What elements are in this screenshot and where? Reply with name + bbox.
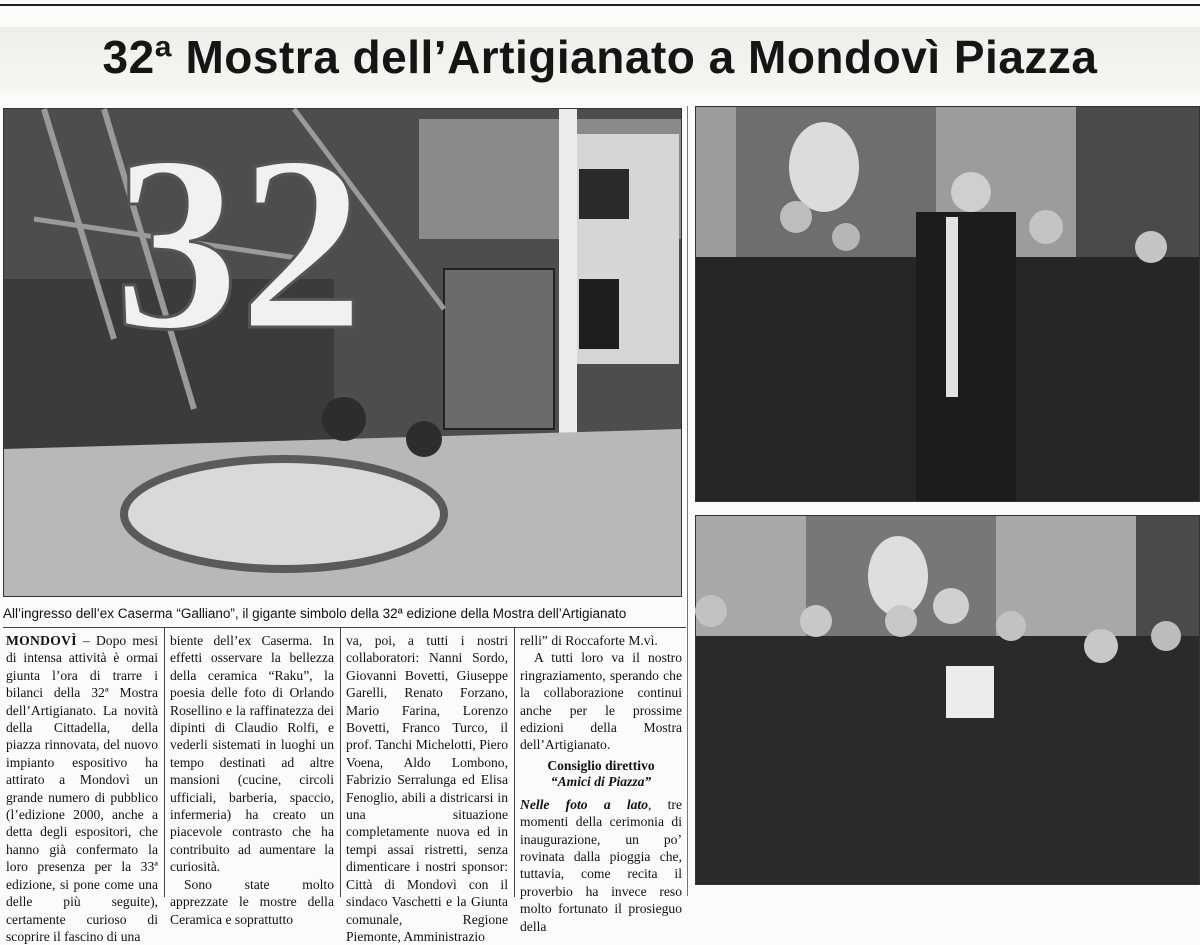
photo-note-text: , tre momenti della cerimonia di inaugurazione, un po’ rovinata dalla pioggia che, tuttavia, come recita il proverbio ha invece reso molto fortunato il prosieguo della	[520, 796, 682, 934]
article-paragraph-1	[6, 632, 158, 945]
column-rule-1	[164, 628, 165, 897]
signature-line-2: “Amici di Piazza”	[550, 773, 652, 789]
article-col2-paragraph-1: biente dell’ex Caserma. In effetti osservare la bellezza della ceramica “Raku”, la poesia delle foto di Orlando Rosellino e la raffinatezza dei dipinti di Claudio Rolfi, e vederli sistemati in luoghi un tempo destinati ad altre mansioni (cucine, circoli ufficiali, barberia, spaccio, infermeria) ha creato un piacevole contrasto che ha contribuito ad aumentare la curiosità.	[170, 633, 334, 875]
dateline: MONDOVÌ	[6, 633, 77, 648]
photo-ceremony-group	[695, 515, 1200, 885]
article-column-4	[520, 632, 682, 934]
photo-column-divider	[687, 106, 688, 896]
photo-ceremony-group-drawing	[696, 516, 1199, 884]
article-col4-lead: relli” di Roccaforte M.vì.	[520, 633, 658, 648]
article-column-3	[346, 632, 508, 944]
photo-note	[520, 796, 682, 935]
article-column-1	[6, 632, 158, 944]
signature-block	[520, 758, 682, 790]
photo-ceremony-speech	[695, 106, 1200, 502]
article-col4-thanks: A tutti loro va il nostro ringraziamento, sperando che la collaborazione continui anche per le prossime edizioni della Mostra dell’Artigianato.	[520, 650, 682, 753]
column-rule-2	[340, 628, 341, 897]
article-col2-paragraph-2: Sono state molto apprezzate le mostre della Ceramica e soprattutto	[170, 876, 334, 927]
photo-note-lead: Nelle foto a lato	[520, 796, 649, 812]
article-col3-text: va, poi, a tutti i nostri collaboratori: Nanni Sordo, Giovanni Bovetti, Giuseppe Garelli, Renato Forzano, Mario Farina, Lorenzo Bovetti, Franco Turco, il prof. Tanchi Michelotti, Piero Voena, Aldo Lombono, Fabrizio Serralunga ed Elisa Fenoglio, abili a districarsi in una situazione completamente nuova ed in tempi assai ristretti, senza dimenticare i nostri sponsor: Città di Mondovì con il sindaco Vaschetti e la Giunta comunale, Regione Piemonte, Amministrazio	[346, 633, 508, 944]
top-rule	[0, 4, 1200, 6]
photo-ceremony-speech-drawing	[696, 107, 1199, 501]
article-column-2	[170, 632, 334, 927]
photo-main-entrance	[3, 105, 682, 597]
column-rule-3	[514, 628, 515, 897]
article-col1-text: – Dopo mesi di intensa attività è ormai giunta l’ora di trarre i bilanci della 32ª Mostra dell’Artigianato. La novità della Cittadella, della piazza rinnovata, del nuovo impianto espositivo ha attirato a Mondovì un grande numero di pubblico (l’edizione 2000, anche a detta degli espositori, che hanno già confermato la loro presenza per la 33ª edizione, si pone come una delle più seguite), certamente curioso di scoprire il fascino di una	[6, 633, 158, 944]
signature-line-1: Consiglio direttivo	[547, 757, 655, 773]
photo-caption: All’ingresso dell’ex Caserma “Galliano”, il gigante simbolo della 32ª edizione della Mostra dell’Artigianato	[3, 606, 627, 621]
headline: 32ª Mostra dell’Artigianato a Mondovì Piazza	[102, 31, 1098, 83]
caption-rule	[3, 627, 686, 628]
giant-number-32: 32	[114, 105, 364, 382]
photo-main-drawing	[4, 105, 681, 596]
